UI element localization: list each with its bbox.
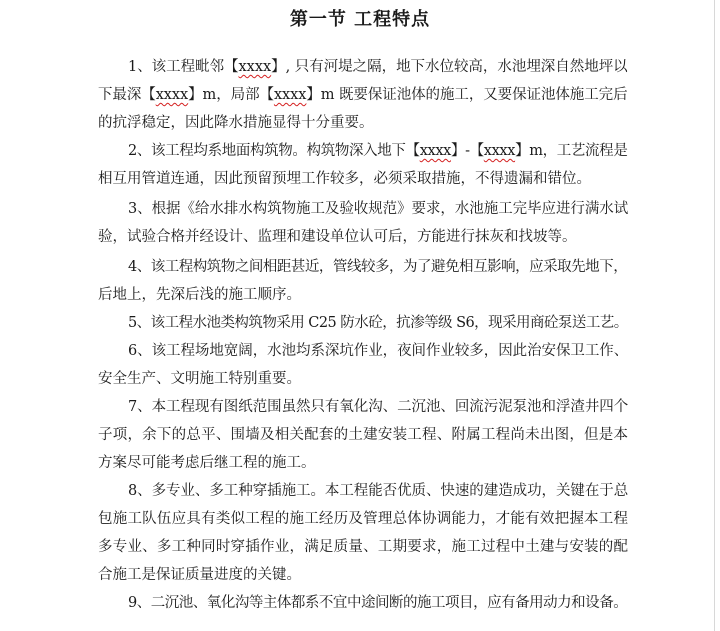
- text-line: [98, 562, 301, 588]
- page-edge-line: [714, 0, 715, 631]
- text-line: [98, 338, 628, 364]
- text-run: 安全生产、文明施工特别重要。: [98, 371, 301, 387]
- text-run: 6、该工程场地宽阔，水池均系深坑作业，夜间作业较多，因此治安保卫工作、: [128, 343, 629, 359]
- placeholder-value: xxxx: [155, 87, 189, 103]
- text-run: 合施工是保证质量进度的关键。: [98, 567, 301, 583]
- text-run: 子项，余下的总平、围墙及相关配套的土建安装工程、附属工程尚未出图，但是本: [98, 427, 629, 443]
- text-run: 3、根据《给水排水构筑物施工及验收规范》要求，水池施工完毕应进行满水试: [128, 201, 629, 217]
- text-run: 多专业、多工种同时穿插作业，满足质量、工期要求，施工过程中土建与安装的配: [98, 539, 629, 555]
- text-run: 下最深【: [98, 87, 156, 103]
- text-line: [98, 54, 628, 80]
- text-run: 验，试验合格并经设计、监理和建设单位认可后，方能进行抹灰和找坡等。: [98, 229, 577, 245]
- text-line: [98, 394, 628, 420]
- text-run: 】m，局部【: [188, 87, 274, 103]
- text-run: 包施工队伍应具有类似工程的施工经历及管理总体协调能力，才能有效把握本工程: [98, 511, 629, 527]
- text-line: [98, 590, 627, 616]
- text-run: 9、二沉池、氧化沟等主体都系不宜中途间断的施工项目，应有备用动力和设备。: [128, 595, 628, 611]
- text-line: [98, 166, 591, 192]
- text-line: [98, 138, 627, 164]
- text-line: [98, 478, 628, 504]
- placeholder-value: xxxx: [238, 59, 272, 75]
- text-line: [98, 110, 374, 136]
- text-line: [98, 506, 628, 532]
- text-run: 1、该工程毗邻【: [128, 59, 239, 75]
- text-line: [98, 196, 628, 222]
- text-run: 8、多专业、多工种穿插施工。本工程能否优质、快速的建造成功，关键在于总: [128, 483, 629, 499]
- text-run: 】m，工艺流程是: [515, 143, 628, 159]
- text-run: 】m 既要保证池体的施工，又要保证池体施工完后: [306, 87, 628, 103]
- text-line: [98, 254, 627, 280]
- text-run: 方案尽可能考虑后继工程的施工。: [98, 455, 316, 471]
- text-run: 后地上，先深后浅的施工顺序。: [98, 287, 301, 303]
- text-run: 的抗浮稳定，因此降水措施显得十分重要。: [98, 115, 374, 131]
- text-run: 】, 只有河堤之隔，地下水位较高，水池埋深自然地坪以: [271, 59, 628, 75]
- text-line: [98, 310, 628, 336]
- placeholder-value: xxxx: [419, 143, 451, 159]
- text-run: 7、本工程现有图纸范围虽然只有氧化沟、二沉池、回流污泥泵池和浮渣井四个: [128, 399, 629, 415]
- text-line: [98, 366, 301, 392]
- placeholder-value: xxxx: [273, 87, 307, 103]
- text-line: [98, 534, 628, 560]
- text-line: [98, 82, 628, 108]
- text-run: 相互用管道连通，因此预留预埋工作较多，必须采取措施，不得遗漏和错位。: [98, 171, 591, 187]
- text-run: 2、该工程均系地面构筑物。构筑物深入地下【: [128, 143, 420, 159]
- placeholder-value: xxxx: [483, 143, 516, 159]
- section-title: 第一节 工程特点: [289, 9, 431, 30]
- text-run: 】-【: [450, 143, 484, 159]
- text-line: [98, 282, 301, 308]
- text-run: 4、该工程构筑物之间相距甚近，管线较多，为了避免相互影响，应采取先地下，: [128, 259, 628, 275]
- text-run: 5、该工程水池类构筑物采用 C25 防水砼，抗渗等级 S6，现采用商砼泵送工艺。: [128, 315, 628, 331]
- text-line: [98, 422, 628, 448]
- text-line: [98, 224, 577, 250]
- text-line: [98, 450, 316, 476]
